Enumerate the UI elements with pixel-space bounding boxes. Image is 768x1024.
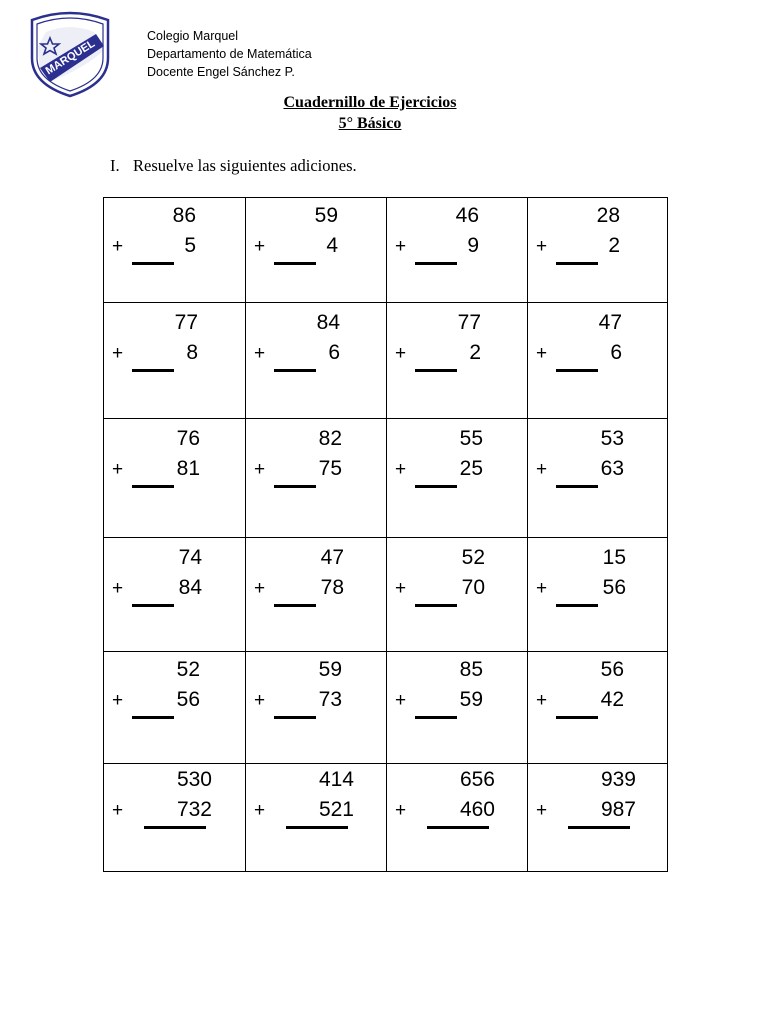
addend-top: 28 <box>596 204 620 227</box>
addend-bottom: 84 <box>178 576 202 599</box>
grade-title: 5° Básico <box>338 115 402 132</box>
answer-line <box>556 716 598 719</box>
addend-top: 52 <box>176 658 200 681</box>
answer-line <box>132 716 174 719</box>
addend-top: 84 <box>316 311 340 334</box>
plus-sign: + <box>395 343 407 364</box>
addend-top: 59 <box>314 204 338 227</box>
addend-top: 74 <box>178 546 202 569</box>
addend-bottom: 42 <box>600 688 624 711</box>
exercise-cell <box>246 419 387 538</box>
school-name: Colegio Marquel <box>147 29 239 43</box>
department-name: Departamento de Matemática <box>147 47 312 61</box>
addend-top: 656 <box>459 768 495 791</box>
addend-top: 82 <box>318 427 342 450</box>
exercise-cell <box>528 198 667 303</box>
answer-line <box>286 826 348 829</box>
plus-sign: + <box>254 343 266 364</box>
plus-sign: + <box>112 459 124 480</box>
exercise-table <box>103 197 668 872</box>
answer-line <box>556 604 598 607</box>
addend-bottom: 59 <box>459 688 483 711</box>
addend-top: 86 <box>172 204 196 227</box>
instruction-text: Resuelve las siguientes adiciones. <box>133 156 357 175</box>
exercise-cell <box>104 303 246 419</box>
exercise-cell <box>246 764 387 871</box>
exercise-cell <box>387 764 528 871</box>
addend-bottom: 460 <box>459 798 495 821</box>
addend-bottom: 63 <box>600 457 624 480</box>
exercise-cell <box>246 652 387 764</box>
addend-top: 939 <box>600 768 636 791</box>
plus-sign: + <box>112 343 124 364</box>
plus-sign: + <box>395 578 407 599</box>
logo-text: MARQUEL <box>43 37 98 78</box>
addend-bottom: 6 <box>610 341 622 364</box>
answer-line <box>415 369 457 372</box>
answer-line <box>556 262 598 265</box>
addend-top: 59 <box>318 658 342 681</box>
addend-bottom: 987 <box>600 798 636 821</box>
answer-line <box>415 716 457 719</box>
school-crest-logo <box>24 8 116 98</box>
exercise-cell <box>528 764 667 871</box>
addend-bottom: 521 <box>318 798 354 821</box>
addend-top: 15 <box>602 546 626 569</box>
exercise-cell <box>387 303 528 419</box>
exercise-cell <box>528 419 667 538</box>
exercise-cell <box>387 538 528 652</box>
addend-bottom: 5 <box>184 234 196 257</box>
exercise-cell <box>104 419 246 538</box>
exercise-cell <box>387 419 528 538</box>
exercise-cell <box>246 198 387 303</box>
answer-line <box>415 485 457 488</box>
plus-sign: + <box>254 459 266 480</box>
exercise-cell <box>387 198 528 303</box>
exercise-cell <box>104 538 246 652</box>
exercise-cell <box>528 303 667 419</box>
addend-top: 530 <box>176 768 212 791</box>
plus-sign: + <box>536 690 548 711</box>
exercise-cell <box>104 198 246 303</box>
addend-bottom: 2 <box>608 234 620 257</box>
plus-sign: + <box>112 578 124 599</box>
document-title: Cuadernillo de Ejercicios <box>283 94 457 111</box>
school-header <box>147 27 312 81</box>
plus-sign: + <box>112 236 124 257</box>
exercise-cell <box>528 538 667 652</box>
answer-line <box>132 485 174 488</box>
addend-top: 56 <box>600 658 624 681</box>
addend-bottom: 9 <box>467 234 479 257</box>
exercise-cell <box>528 652 667 764</box>
plus-sign: + <box>536 800 548 821</box>
addend-bottom: 25 <box>459 457 483 480</box>
answer-line <box>415 262 457 265</box>
instruction-number: I. <box>110 156 120 175</box>
addend-top: 47 <box>598 311 622 334</box>
plus-sign: + <box>536 343 548 364</box>
answer-line <box>274 369 316 372</box>
answer-line <box>132 604 174 607</box>
plus-sign: + <box>395 800 407 821</box>
plus-sign: + <box>536 236 548 257</box>
addend-bottom: 70 <box>461 576 485 599</box>
addend-bottom: 4 <box>326 234 338 257</box>
addend-top: 53 <box>600 427 624 450</box>
plus-sign: + <box>112 800 124 821</box>
answer-line <box>415 604 457 607</box>
answer-line <box>274 262 316 265</box>
addend-top: 77 <box>174 311 198 334</box>
answer-line <box>144 826 206 829</box>
answer-line <box>274 716 316 719</box>
addend-bottom: 8 <box>186 341 198 364</box>
addend-bottom: 73 <box>318 688 342 711</box>
addend-bottom: 78 <box>320 576 344 599</box>
plus-sign: + <box>112 690 124 711</box>
plus-sign: + <box>536 578 548 599</box>
plus-sign: + <box>395 690 407 711</box>
answer-line <box>132 369 174 372</box>
addend-top: 77 <box>457 311 481 334</box>
answer-line <box>568 826 630 829</box>
exercise-cell <box>104 652 246 764</box>
addend-top: 52 <box>461 546 485 569</box>
addend-bottom: 56 <box>602 576 626 599</box>
answer-line <box>274 604 316 607</box>
addend-top: 46 <box>455 204 479 227</box>
exercise-cell <box>246 303 387 419</box>
answer-line <box>274 485 316 488</box>
addend-bottom: 81 <box>176 457 200 480</box>
plus-sign: + <box>254 578 266 599</box>
answer-line <box>427 826 489 829</box>
addend-bottom: 56 <box>176 688 200 711</box>
exercise-cell <box>104 764 246 871</box>
exercise-cell <box>246 538 387 652</box>
addend-top: 85 <box>459 658 483 681</box>
plus-sign: + <box>254 236 266 257</box>
answer-line <box>556 485 598 488</box>
addend-top: 47 <box>320 546 344 569</box>
addend-bottom: 2 <box>469 341 481 364</box>
plus-sign: + <box>395 459 407 480</box>
instruction <box>110 156 357 176</box>
addend-bottom: 732 <box>176 798 212 821</box>
teacher-name: Docente Engel Sánchez P. <box>147 65 295 79</box>
addend-bottom: 75 <box>318 457 342 480</box>
addend-top: 414 <box>318 768 354 791</box>
plus-sign: + <box>254 800 266 821</box>
addend-top: 55 <box>459 427 483 450</box>
exercise-cell <box>387 652 528 764</box>
plus-sign: + <box>395 236 407 257</box>
plus-sign: + <box>254 690 266 711</box>
answer-line <box>556 369 598 372</box>
plus-sign: + <box>536 459 548 480</box>
addend-top: 76 <box>176 427 200 450</box>
addend-bottom: 6 <box>328 341 340 364</box>
answer-line <box>132 262 174 265</box>
